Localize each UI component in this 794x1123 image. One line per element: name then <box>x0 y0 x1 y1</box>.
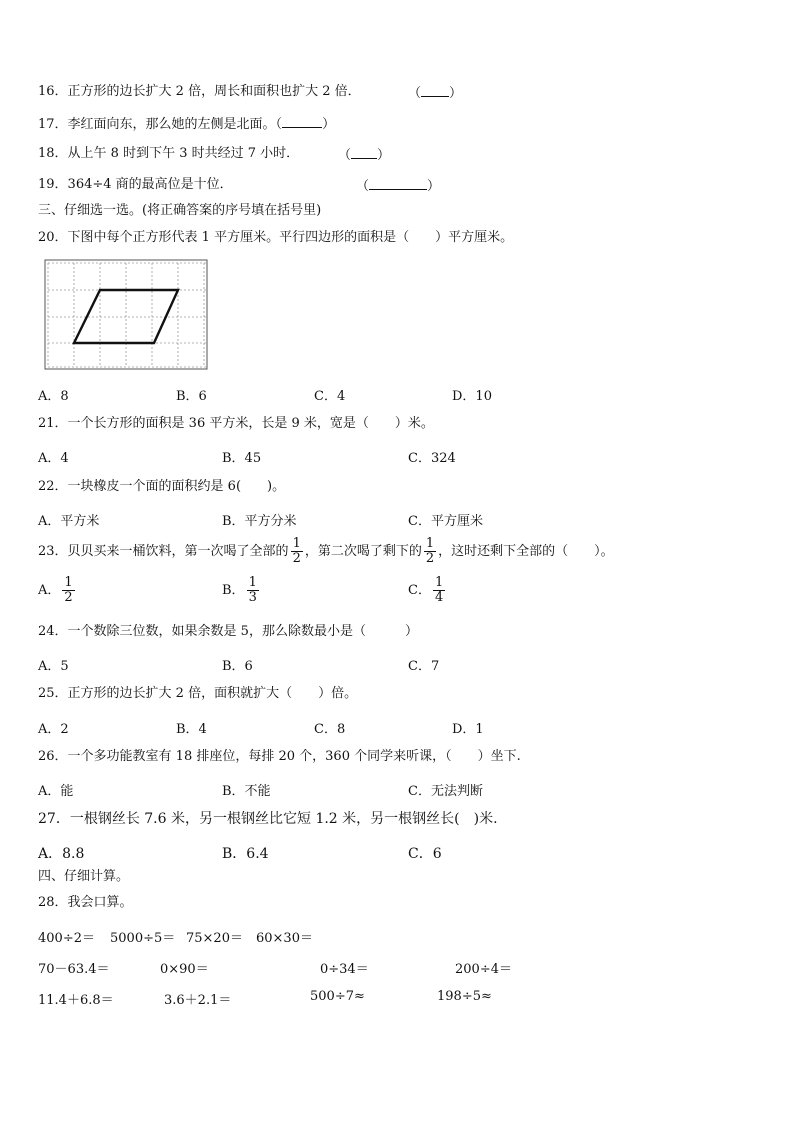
q26-option-a[interactable]: A．能 <box>38 784 74 799</box>
question-text: 一个多功能教室有 18 排座位，每排 20 个，360 个同学来听课，（ ）坐下. <box>67 749 521 764</box>
calc-item[interactable]: 198÷5≈ <box>437 989 492 1004</box>
answer-blank-16[interactable] <box>408 84 462 102</box>
q26-option-b[interactable]: B．不能 <box>222 784 271 799</box>
calc-item[interactable]: 0÷34＝ <box>320 962 369 977</box>
denominator: 2 <box>64 590 73 605</box>
question-text: 下图中每个正方形代表 1 平方厘米。平行四边形的面积是（ ）平方厘米。 <box>67 230 514 245</box>
calc-item[interactable]: 500÷7≈ <box>310 989 365 1004</box>
q25-option-a[interactable]: A．2 <box>38 722 69 737</box>
question-text: 一块橡皮一个面的面积约是 6( )。 <box>67 479 286 494</box>
q25-option-c[interactable]: C．8 <box>314 722 346 737</box>
section-heading-3: 三、仔细选一选。(将正确答案的序号填在括号里) <box>38 203 322 218</box>
q25-option-d[interactable]: D．1 <box>452 722 484 737</box>
calc-item[interactable]: 11.4＋6.8＝ <box>38 993 114 1008</box>
option-fraction <box>62 576 74 605</box>
denominator: 4 <box>434 590 444 605</box>
question-text: ，第二次喝了剩下的 <box>304 544 422 559</box>
question-16 <box>38 84 361 100</box>
numerator: 1 <box>292 536 301 551</box>
question-19 <box>38 177 233 193</box>
question-number: 19． <box>38 177 68 192</box>
question-text: 一个长方形的面积是 36 平方米，长是 9 米，宽是（ ）米。 <box>67 416 434 431</box>
fraction-one-half <box>291 537 303 566</box>
question-number: 17． <box>38 117 68 132</box>
question-number: 18． <box>38 146 68 161</box>
q22-option-b[interactable]: B．平方分米 <box>222 514 297 529</box>
question-18 <box>38 146 299 162</box>
question-number: 20． <box>38 230 68 245</box>
q24-option-c[interactable]: C．7 <box>408 659 440 674</box>
blank-line[interactable] <box>369 177 427 190</box>
question-number: 27． <box>38 811 70 827</box>
option-fraction <box>433 576 445 605</box>
answer-blank-19[interactable] <box>356 177 440 195</box>
calc-item[interactable]: 3.6＋2.1＝ <box>164 993 232 1008</box>
q24-option-a[interactable]: A．5 <box>38 659 69 674</box>
question-text: 正方形的边长扩大 2 倍，周长和面积也扩大 2 倍． <box>67 84 361 99</box>
question-20 <box>38 230 513 246</box>
option-fraction <box>247 576 259 605</box>
question-24 <box>38 624 418 640</box>
q21-option-a[interactable]: A．4 <box>38 451 69 466</box>
q22-option-a[interactable]: A．平方米 <box>38 514 100 529</box>
question-number: 22． <box>38 479 68 494</box>
calc-item[interactable]: 400÷2＝ <box>38 931 95 946</box>
question-28 <box>38 895 133 911</box>
q26-option-c[interactable]: C．无法判断 <box>408 784 483 799</box>
q20-option-b[interactable]: B．6 <box>176 389 207 404</box>
q23-option-c[interactable] <box>408 576 447 605</box>
question-21 <box>38 416 434 432</box>
calc-item[interactable]: 75×20＝ <box>186 931 243 946</box>
answer-blank-18[interactable] <box>338 146 390 164</box>
denominator: 2 <box>425 551 435 566</box>
question-number: 25． <box>38 686 68 701</box>
question-text: 贝贝买来一桶饮料，第一次喝了全部的 <box>67 544 289 559</box>
close-paren: ） <box>427 179 441 194</box>
question-text: 从上午 8 时到下午 3 时共经过 7 小时． <box>67 146 300 161</box>
open-paren: （ <box>338 148 352 163</box>
question-text: 我会口算。 <box>67 895 133 910</box>
question-23 <box>38 535 614 569</box>
question-text: 正方形的边长扩大 2 倍，面积就扩大（ ）倍。 <box>67 686 358 701</box>
answer-blank-17[interactable] <box>282 115 322 128</box>
q20-option-c[interactable]: C．4 <box>314 389 346 404</box>
numerator: 1 <box>425 536 435 551</box>
close-paren: ） <box>449 86 463 101</box>
numerator: 1 <box>64 575 73 590</box>
q24-option-b[interactable]: B．6 <box>222 659 253 674</box>
question-number: 24． <box>38 624 68 639</box>
q20-option-a[interactable]: A．8 <box>38 389 69 404</box>
calc-item[interactable]: 0×90＝ <box>160 962 209 977</box>
question-number: 23． <box>38 544 68 559</box>
close-paren: ） <box>322 117 336 132</box>
q21-option-b[interactable]: B．45 <box>222 451 262 466</box>
question-number: 16． <box>38 84 68 99</box>
numerator: 1 <box>248 575 257 590</box>
option-label: C． <box>408 583 431 598</box>
q23-option-b[interactable] <box>222 576 261 605</box>
option-label: B． <box>222 583 245 598</box>
question-text: 364÷4 商的最高位是十位． <box>67 177 233 192</box>
numerator: 1 <box>434 575 444 590</box>
q25-option-b[interactable]: B．4 <box>176 722 207 737</box>
question-text: 一根钢丝长 7.6 米，另一根钢丝比它短 1.2 米，另一根钢丝长( )米. <box>69 811 498 827</box>
q21-option-c[interactable]: C．324 <box>408 451 456 466</box>
question-22 <box>38 479 285 495</box>
q27-option-a[interactable]: A．8.8 <box>38 846 85 862</box>
option-label: A． <box>38 583 61 598</box>
calc-item[interactable]: 60×30＝ <box>256 931 313 946</box>
grid-lines <box>48 263 206 367</box>
denominator: 3 <box>248 590 257 605</box>
question-text: ，这时还剩下全部的（ ）。 <box>438 544 614 559</box>
blank-line[interactable] <box>421 84 449 97</box>
close-paren: ） <box>377 148 391 163</box>
q27-option-c[interactable]: C．6 <box>408 846 442 862</box>
q20-option-d[interactable]: D．10 <box>452 389 492 404</box>
question-text: 一个数除三位数，如果余数是 5，那么除数最小是（ ） <box>67 624 418 639</box>
question-26 <box>38 749 521 765</box>
calc-item[interactable]: 5000÷5＝ <box>110 931 176 946</box>
q27-option-b[interactable]: B．6.4 <box>222 846 269 862</box>
calc-item[interactable]: 70－63.4＝ <box>38 962 110 977</box>
q22-option-c[interactable]: C．平方厘米 <box>408 514 483 529</box>
calc-item[interactable]: 200÷4＝ <box>455 962 512 977</box>
question-17 <box>38 115 335 133</box>
question-27 <box>38 811 498 827</box>
question-number: 26． <box>38 749 68 764</box>
fraction-one-half <box>424 537 436 566</box>
q23-option-a[interactable] <box>38 576 77 605</box>
open-paren: （ <box>356 179 370 194</box>
parallelogram-grid-figure <box>44 259 210 371</box>
question-text: 李红面向东，那么她的左侧是北面。（ <box>67 117 283 132</box>
question-25 <box>38 686 357 702</box>
open-paren: （ <box>408 86 422 101</box>
blank-line[interactable] <box>351 146 377 159</box>
question-number: 21． <box>38 416 68 431</box>
section-heading-4: 四、仔细计算。 <box>38 869 130 884</box>
question-number: 28． <box>38 895 68 910</box>
denominator: 2 <box>292 551 301 566</box>
